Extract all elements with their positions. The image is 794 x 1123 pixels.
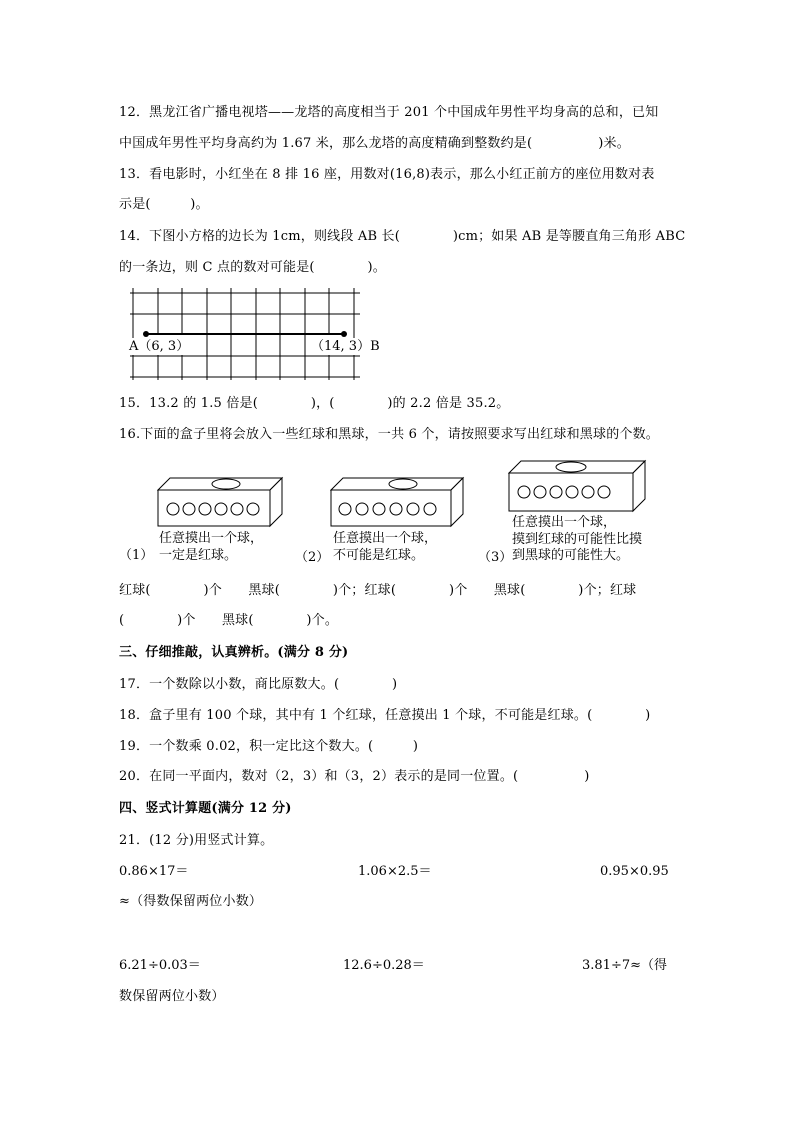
q15-line1: 15．13.2 的 1.5 倍是( )，( )的 2.2 倍是 35.2。 [119,396,510,411]
calc-3-note: ≈（得数保留两位小数） [119,894,263,909]
q14-line2: 的一条边，则 C 点的数对可能是( )。 [119,260,386,275]
calc-6-note: 数保留两位小数） [119,989,225,1004]
calc-1: 0.86×17＝ [119,864,189,879]
box2-text1: 任意摸出一个球， [333,531,438,546]
q13-line2: 示是( )。 [119,197,209,212]
point-a-label: A（6, 3） [129,339,190,354]
section3-title: 三、仔细推敲，认真辨析。(满分 8 分) [119,645,349,660]
ball-box-1 [157,476,285,528]
box1-num: （1） [119,548,154,563]
q16-answer-line2: ( )个 黑球( )个。 [119,613,339,628]
box3-text2: 摸到红球的可能性比摸 [512,532,643,547]
ball-box-3 [508,459,648,513]
q19: 19．一个数乘 0.02，积一定比这个数大。( ) [119,739,419,754]
box1-text2: 一定是红球。 [159,548,238,563]
calc-6: 3.81÷7≈（得 [582,958,668,973]
q14-line1: 14．下图小方格的边长为 1cm，则线段 AB 长( )cm；如果 AB 是等腰直角三角形 ABC [119,229,686,244]
point-a [143,331,149,337]
box3-text3: 到黑球的可能性大。 [512,548,630,563]
box2-text2: 不可能是红球。 [333,548,425,563]
section4-title: 四、竖式计算题(满分 12 分) [119,801,292,816]
calc-5: 12.6÷0.28＝ [343,958,425,973]
box2-num: （2） [295,550,330,565]
q16-answer-line1: 红球( )个 黑球( )个；红球( )个 黑球( )个；红球 [119,583,637,598]
q12-line2: 中国成年男性平均身高约为 1.67 米，那么龙塔的高度精确到整数约是( )米。 [119,136,630,151]
q21: 21．(12 分)用竖式计算。 [119,833,274,848]
box3-num: （3） [478,550,513,565]
box3-text1: 任意摸出一个球， [512,515,617,530]
calc-3: 0.95×0.95 [600,864,669,879]
point-b [341,331,347,337]
box1-text1: 任意摸出一个球， [159,531,264,546]
calc-4: 6.21÷0.03＝ [119,958,201,973]
q17: 17．一个数除以小数，商比原数大。( ) [119,677,398,692]
point-b-label: （14, 3）B [311,339,380,354]
q20: 20．在同一平面内，数对（2，3）和（3，2）表示的是同一位置。( ) [119,769,590,784]
q13-line1: 13．看电影时，小红坐在 8 排 16 座，用数对(16,8)表示，那么小红正前方的座位用数对表 [119,167,655,182]
q18: 18．盒子里有 100 个球，其中有 1 个红球，任意摸出 1 个球，不可能是红球。( ) [119,708,651,723]
q12-line1: 12．黑龙江省广播电视塔——龙塔的高度相当于 201 个中国成年男性平均身高的总和，已知 [119,105,659,120]
calc-2: 1.06×2.5＝ [358,864,432,879]
q16-line1: 16.下面的盒子里将会放入一些红球和黑球，一共 6 个，请按照要求写出红球和黑球的个数。 [119,427,660,442]
ball-box-2 [330,476,466,528]
